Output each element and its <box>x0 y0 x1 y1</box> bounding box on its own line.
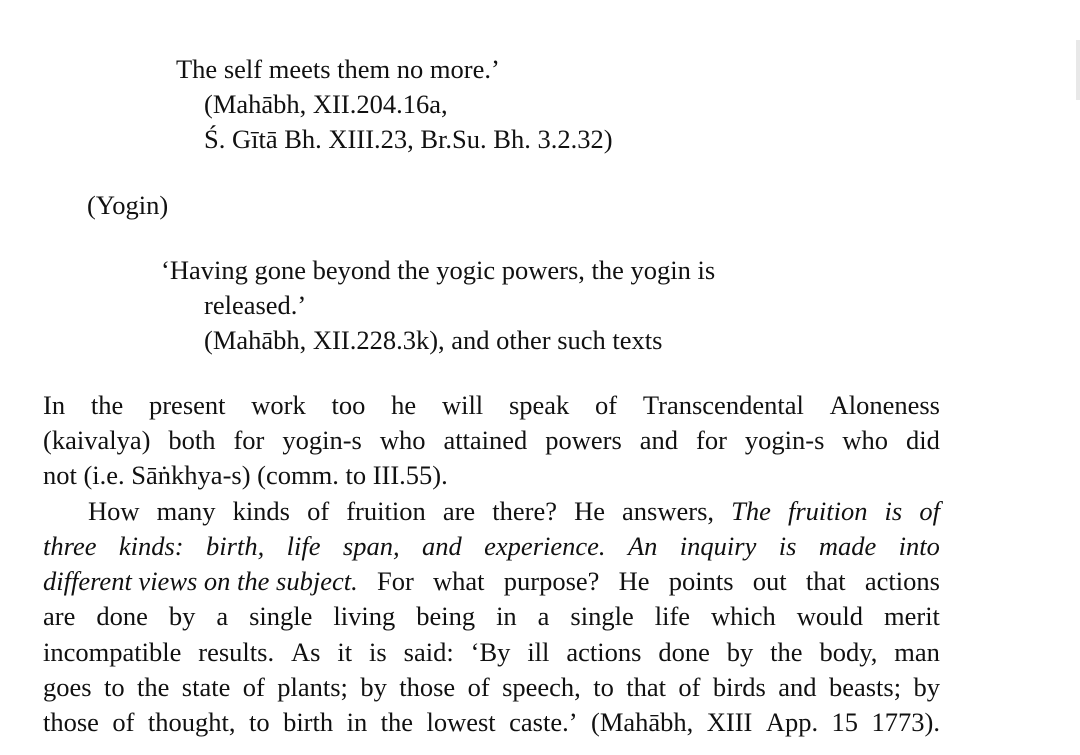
word: ‘By <box>470 637 511 667</box>
word: merit <box>884 601 940 631</box>
word: points <box>668 566 734 596</box>
word: too <box>331 390 366 420</box>
word: man <box>894 637 940 667</box>
word: 15 <box>831 707 859 737</box>
word: For <box>376 566 414 596</box>
word: the <box>380 707 414 737</box>
word: single <box>249 601 313 631</box>
scroll-edge <box>1076 40 1080 100</box>
para1-line1 <box>43 388 940 423</box>
word: that <box>626 672 666 702</box>
word: what <box>433 566 485 596</box>
word: work <box>251 390 306 420</box>
word: goes <box>43 672 92 702</box>
word: that <box>805 566 846 596</box>
word: body, <box>819 637 878 667</box>
word: (Mahābh, <box>591 707 694 737</box>
word: he <box>391 390 417 420</box>
word: the <box>90 390 124 420</box>
para2-line1 <box>88 494 940 529</box>
word: those <box>43 707 99 737</box>
italic-phrase: different views on the subject. <box>43 566 358 596</box>
word: plants; <box>277 672 348 702</box>
word: is <box>884 496 903 526</box>
word: are <box>442 496 476 526</box>
quote1-line1: The self meets them no more.’ <box>176 54 500 84</box>
word: XIII <box>706 707 753 737</box>
word: In <box>43 390 66 420</box>
word: in <box>496 601 517 631</box>
word: three <box>43 531 97 561</box>
word: birth, <box>206 531 265 561</box>
word: made <box>818 531 877 561</box>
word: both <box>168 425 216 455</box>
word: done <box>658 637 710 667</box>
word: beasts; <box>828 672 902 702</box>
word: birds <box>712 672 766 702</box>
word: inquiry <box>679 531 757 561</box>
word: by <box>913 672 940 702</box>
word: purpose? <box>503 566 600 596</box>
word: to <box>593 672 614 702</box>
quote1-ref2: Ś. Gītā Bh. XIII.23, Br.Su. Bh. 3.2.32) <box>204 124 613 154</box>
word: a <box>216 601 229 631</box>
word: being <box>416 601 476 631</box>
word: actions <box>566 637 642 667</box>
word: 1773). <box>871 707 940 737</box>
para2-line2 <box>43 529 940 564</box>
word: attained <box>443 425 528 455</box>
word: of <box>595 390 618 420</box>
word: powers <box>545 425 622 455</box>
word: yogin-s <box>282 425 362 455</box>
word: of <box>467 672 490 702</box>
word: state <box>181 672 231 702</box>
word: answers, <box>622 496 715 526</box>
word: said: <box>403 637 454 667</box>
word: of <box>242 672 265 702</box>
word: the <box>137 672 170 702</box>
word: Aloneness <box>829 390 940 420</box>
word: thought, <box>147 707 236 737</box>
word: (kaivalya) <box>43 425 151 455</box>
word: living <box>333 601 396 631</box>
word: An <box>627 531 658 561</box>
quote2-line2: released.’ <box>204 290 307 320</box>
word: by <box>168 601 196 631</box>
word: is <box>778 531 797 561</box>
word: He <box>618 566 650 596</box>
word: by <box>360 672 387 702</box>
word: for <box>696 425 727 455</box>
word: Transcendental <box>642 390 804 420</box>
word: to <box>248 707 270 737</box>
word: kinds: <box>118 531 184 561</box>
para2-line6 <box>43 670 940 705</box>
para2-line5 <box>43 635 940 670</box>
word: a <box>537 601 550 631</box>
word: fruition <box>346 496 426 526</box>
word: the <box>770 637 803 667</box>
word: did <box>905 425 940 455</box>
quote2-line1: ‘Having gone beyond the yogic powers, the yogin is <box>161 255 716 285</box>
word: of <box>112 707 135 737</box>
word: results. <box>198 637 275 667</box>
word: of <box>919 496 940 526</box>
word: is <box>369 637 387 667</box>
para2-line7 <box>43 705 940 740</box>
word: As <box>291 637 321 667</box>
word: life <box>654 601 691 631</box>
word: incompatible <box>43 637 182 667</box>
word: those <box>399 672 456 702</box>
word: will <box>441 390 484 420</box>
word: life <box>286 531 321 561</box>
word: who <box>842 425 889 455</box>
quote2-ref: (Mahābh, XII.228.3k), and other such texts <box>204 325 663 355</box>
quote1-ref1: (Mahābh, XII.204.16a, <box>204 89 448 119</box>
word: caste.’ <box>509 707 578 737</box>
word: ill <box>527 637 550 667</box>
word: The <box>731 496 771 526</box>
word: lowest <box>426 707 496 737</box>
word: done <box>96 601 148 631</box>
word: which <box>711 601 776 631</box>
word: there? <box>492 496 557 526</box>
para1-line2 <box>43 423 940 458</box>
word: He <box>574 496 605 526</box>
word: single <box>570 601 634 631</box>
word: would <box>796 601 864 631</box>
word: who <box>379 425 426 455</box>
word: How <box>88 496 140 526</box>
word: to <box>103 672 125 702</box>
word: it <box>337 637 353 667</box>
word: experience. <box>484 531 606 561</box>
word: by <box>726 637 754 667</box>
word: and <box>422 531 462 561</box>
para2-line3 <box>43 564 940 599</box>
word: out <box>752 566 787 596</box>
para1-line3: not (i.e. Sāṅkhya-s) (comm. to III.55). <box>43 460 448 490</box>
word: present <box>148 390 226 420</box>
word: birth <box>283 707 334 737</box>
word: speech, <box>502 672 581 702</box>
word: fruition <box>787 496 868 526</box>
word: yogin-s <box>744 425 825 455</box>
word: in <box>346 707 368 737</box>
word: speak <box>508 390 570 420</box>
word: are <box>43 601 76 631</box>
word: of <box>678 672 701 702</box>
word: and <box>639 425 679 455</box>
word: many <box>156 496 216 526</box>
word: kinds <box>232 496 290 526</box>
word: span, <box>342 531 400 561</box>
yogin-heading: (Yogin) <box>87 190 169 220</box>
word: actions <box>864 566 940 596</box>
word: and <box>778 672 817 702</box>
word: for <box>233 425 265 455</box>
word: into <box>898 531 940 561</box>
para2-line4 <box>43 599 940 634</box>
word: App. <box>765 707 819 737</box>
word: of <box>307 496 330 526</box>
